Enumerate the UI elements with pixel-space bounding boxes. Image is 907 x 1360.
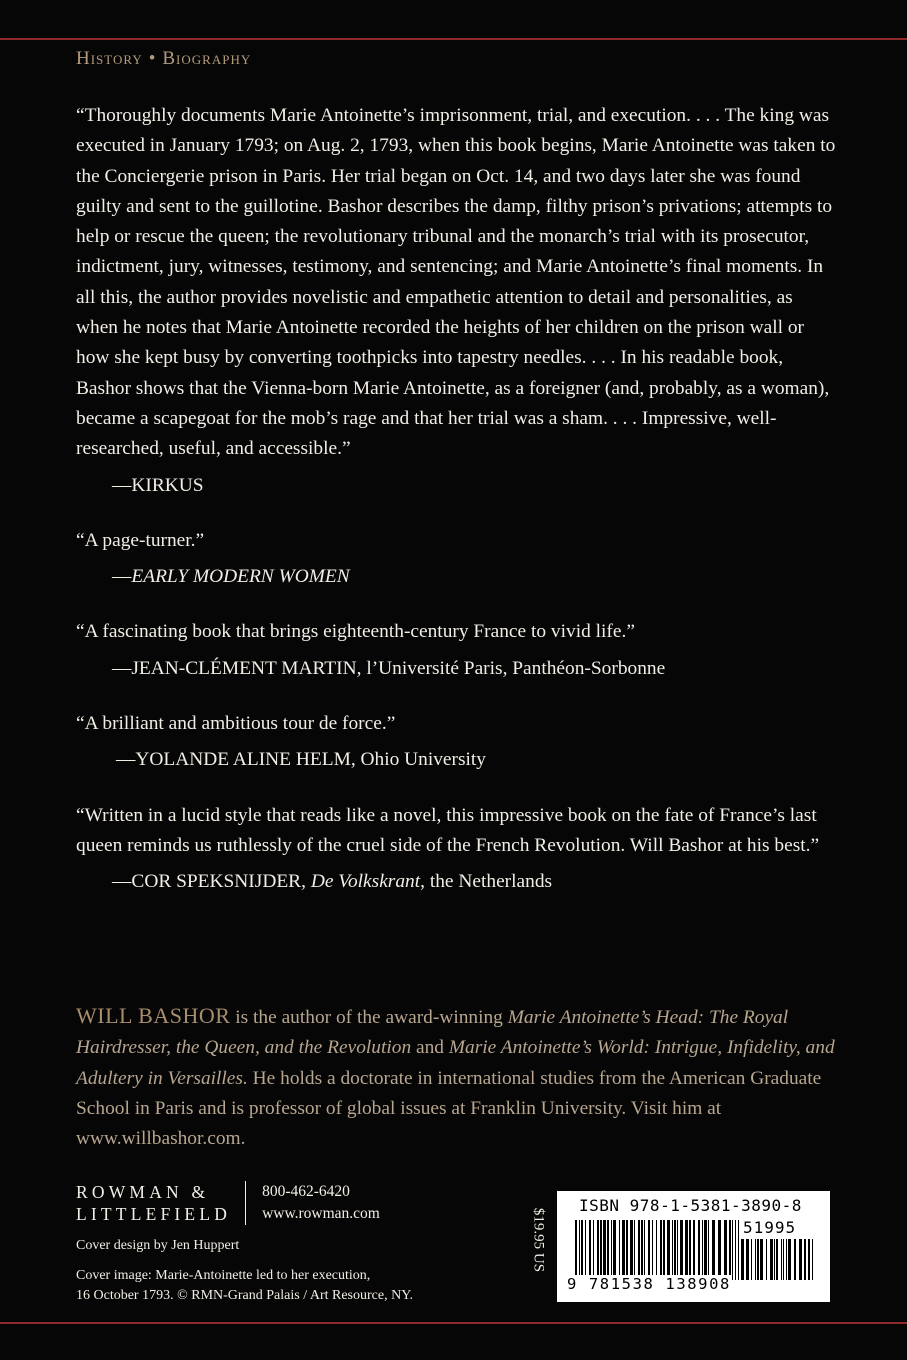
publisher-contact <box>246 1181 380 1225</box>
ean-digits: 9 781538 138908 <box>567 1275 731 1293</box>
barcode-bar <box>579 1220 580 1280</box>
blurb-attribution-helm: —YOLANDE ALINE HELM, Ohio University <box>116 749 486 771</box>
barcode-bar <box>672 1220 673 1280</box>
barcode-bar <box>738 1220 739 1280</box>
barcode-bar <box>751 1239 752 1280</box>
barcode-bar <box>689 1220 691 1280</box>
author-name: WILL BASHOR <box>76 1003 231 1028</box>
barcode-bar <box>774 1239 775 1280</box>
source-publication: De Volkskrant <box>310 871 421 893</box>
barcode-bar <box>766 1239 767 1280</box>
publisher-phone: 800-462-6420 <box>262 1183 350 1200</box>
barcode-bar <box>729 1220 731 1280</box>
cover-image-credit-line-2: 16 October 1793. © RMN-Grand Palais / Art Resource, NY. <box>76 1288 413 1303</box>
barcode-bar <box>755 1239 756 1280</box>
source-name: COR SPEKSNIJDER <box>131 871 302 893</box>
barcode-bar <box>677 1220 678 1280</box>
blurb-quote-helm: “A brilliant and ambitious tour de force.” <box>76 713 396 735</box>
barcode-bar <box>788 1239 791 1280</box>
isbn-number: ISBN 978-1-5381-3890-8 <box>579 1196 802 1215</box>
barcode-bar <box>712 1220 715 1280</box>
isbn-barcode <box>557 1191 830 1302</box>
barcode-bar <box>718 1220 721 1280</box>
barcode-bar <box>702 1220 703 1280</box>
barcode-bar <box>613 1220 616 1280</box>
bottom-red-rule <box>0 1322 907 1324</box>
blurb-quote-speksnijder: “Written in a lucid style that reads like a novel, this impressive book on the fate of France’s last queen reminds us ruthlessly of the cruel side of the French Revolution. Will Bashor at his best.” <box>76 804 820 856</box>
author-bio: WILL BASHOR is the author of the award-winning Marie Antoinette’s Head: The Royal Hairdresser, the Queen, and the Revolution and Marie Antoinette’s World: Intrigue, Infidelity, and Adultery in Versailles. He holds a doctorate in international studies from the American Graduate School in Paris and is professor of global issues at Franklin University. Visit him at www.willbashor.com. <box>76 1003 835 1150</box>
price-label: $19.95 US <box>530 1207 547 1273</box>
barcode-bar <box>652 1220 653 1280</box>
barcode-bar <box>597 1220 599 1280</box>
blurb-quote-martin: “A fascinating book that brings eighteenth-century France to vivid life.” <box>76 621 635 643</box>
barcode-bar <box>693 1220 695 1280</box>
category-label <box>76 48 251 70</box>
source-name: JEAN-CLÉMENT MARTIN <box>131 657 357 679</box>
barcode-bar <box>585 1220 586 1280</box>
barcode-bar <box>757 1239 759 1280</box>
barcode-bar <box>685 1220 688 1280</box>
barcode-bar <box>760 1239 763 1280</box>
barcode-bar <box>626 1220 628 1280</box>
barcode-bar <box>641 1220 643 1280</box>
barcode-bar <box>581 1220 583 1280</box>
cover-design-credit: Cover design by Jen Huppert <box>76 1238 240 1253</box>
source-affiliation: , Ohio University <box>350 749 486 771</box>
barcode-bar <box>644 1220 645 1280</box>
barcode-bar <box>634 1220 635 1280</box>
publisher-logo: ROWMAN & LITTLEFIELD <box>76 1181 246 1225</box>
publisher-website: www.rowman.com <box>262 1205 380 1222</box>
barcode-bar <box>680 1220 683 1280</box>
barcode-bar <box>663 1220 665 1280</box>
barcode-bar <box>667 1220 670 1280</box>
barcode-bar <box>619 1220 620 1280</box>
barcode-bar <box>600 1220 602 1280</box>
barcode-bar <box>746 1239 749 1280</box>
category-biography: Biography <box>162 48 252 69</box>
barcode-bar <box>799 1239 802 1280</box>
blurb-attribution-early-modern-women: —EARLY MODERN WOMEN <box>112 566 350 588</box>
barcode-bar <box>704 1220 707 1280</box>
blurb-quote-early-modern-women: “A page-turner.” <box>76 529 205 551</box>
barcode-bar <box>786 1239 787 1280</box>
barcode-bar <box>622 1220 625 1280</box>
barcode-bar <box>812 1239 813 1280</box>
top-red-rule <box>0 38 907 40</box>
barcode-bar <box>698 1220 700 1280</box>
barcode-bar <box>611 1220 612 1280</box>
barcode-bar <box>741 1239 744 1280</box>
barcode-bar <box>776 1239 778 1280</box>
barcode-bar <box>735 1220 736 1280</box>
barcode-bar <box>630 1220 633 1280</box>
source-affiliation: , l’Université Paris, Panthéon-Sorbonne <box>356 657 666 679</box>
category-history: History <box>76 48 143 69</box>
book-title-1: Marie Antoinette’s Head: The Royal Hairdresser, the Queen, and the Revolution <box>76 1007 789 1059</box>
blurb-attribution-kirkus: —KIRKUS <box>112 474 204 496</box>
barcode-bar <box>804 1239 806 1280</box>
review-blurbs <box>76 101 838 898</box>
ean-barcode-bars <box>575 1220 739 1280</box>
blurb-attribution-martin: —JEAN-CLÉMENT MARTIN, l’Université Paris, Panthéon-Sorbonne <box>112 657 666 679</box>
source-name: YOLANDE ALINE HELM <box>135 749 351 771</box>
cover-credits <box>76 1236 413 1306</box>
source-name: KIRKUS <box>131 474 204 496</box>
addon-barcode-bars <box>741 1239 813 1280</box>
source-affiliation: , the Netherlands <box>420 871 553 893</box>
barcode-bar <box>794 1239 796 1280</box>
book-title-2: Marie Antoinette’s World: Intrigue, Infidelity, and Adultery in Versailles. <box>76 1037 835 1089</box>
barcode-bar <box>575 1220 577 1280</box>
barcode-bar <box>732 1220 733 1280</box>
barcode-bar <box>593 1220 594 1280</box>
source-name: EARLY MODERN WOMEN <box>131 566 350 588</box>
barcode-bar <box>660 1220 662 1280</box>
barcode-bar <box>708 1220 709 1280</box>
cover-image-credit-line-1: Cover image: Marie-Antoinette led to her execution, <box>76 1268 371 1283</box>
blurb-attribution-speksnijder: —COR SPEKSNIJDER, De Volkskrant, the Netherlands <box>112 871 553 893</box>
barcode-bar <box>770 1239 773 1280</box>
barcode-bar <box>603 1220 606 1280</box>
category-separator: • <box>148 48 157 69</box>
barcode-bar <box>808 1239 810 1280</box>
barcode-bar <box>781 1239 782 1280</box>
barcode-bar <box>724 1220 727 1280</box>
price-addon-digits: 51995 <box>743 1218 797 1237</box>
barcode-bar <box>607 1220 609 1280</box>
publisher-block <box>76 1181 380 1225</box>
barcode-bar <box>589 1220 591 1280</box>
blurb-quote-kirkus: “Thoroughly documents Marie Antoinette’s imprisonment, trial, and execution. . . . The king was executed in January 1793; on Aug. 2, 1793, when this book begins, Marie Antoinette was taken to the Conciergerie prison in Paris. Her trial began on Oct. 14, and two days later she was found guilty and sent to the guillotine. Bashor describes the damp, filthy prison’s privations; attempts to help or rescue the queen; the revolutionary tribunal and the monarch’s trial with its prosecutor, indictment, jury, witnesses, testimony, and sentencing; and Marie Antoinette’s final moments. In all this, the author provides novelistic and empathetic attention to detail and personalities, as when he notes that Marie Antoinette recorded the heights of her children on the prison wall or how she kept busy by converting toothpicks into tapestry needles. . . . In his readable book, Bashor shows that the Vienna-born Marie Antoinette, as a foreigner (and, probably, as a woman), became a scapegoat for the mob’s rage and that her trial was a sham. . . . Impressive, well-researched, useful, and accessible.” <box>76 105 836 460</box>
barcode-bar <box>783 1239 784 1280</box>
barcode-bar <box>648 1220 650 1280</box>
barcode-bar <box>674 1220 676 1280</box>
barcode-bar <box>656 1220 657 1280</box>
barcode-bar <box>638 1220 640 1280</box>
